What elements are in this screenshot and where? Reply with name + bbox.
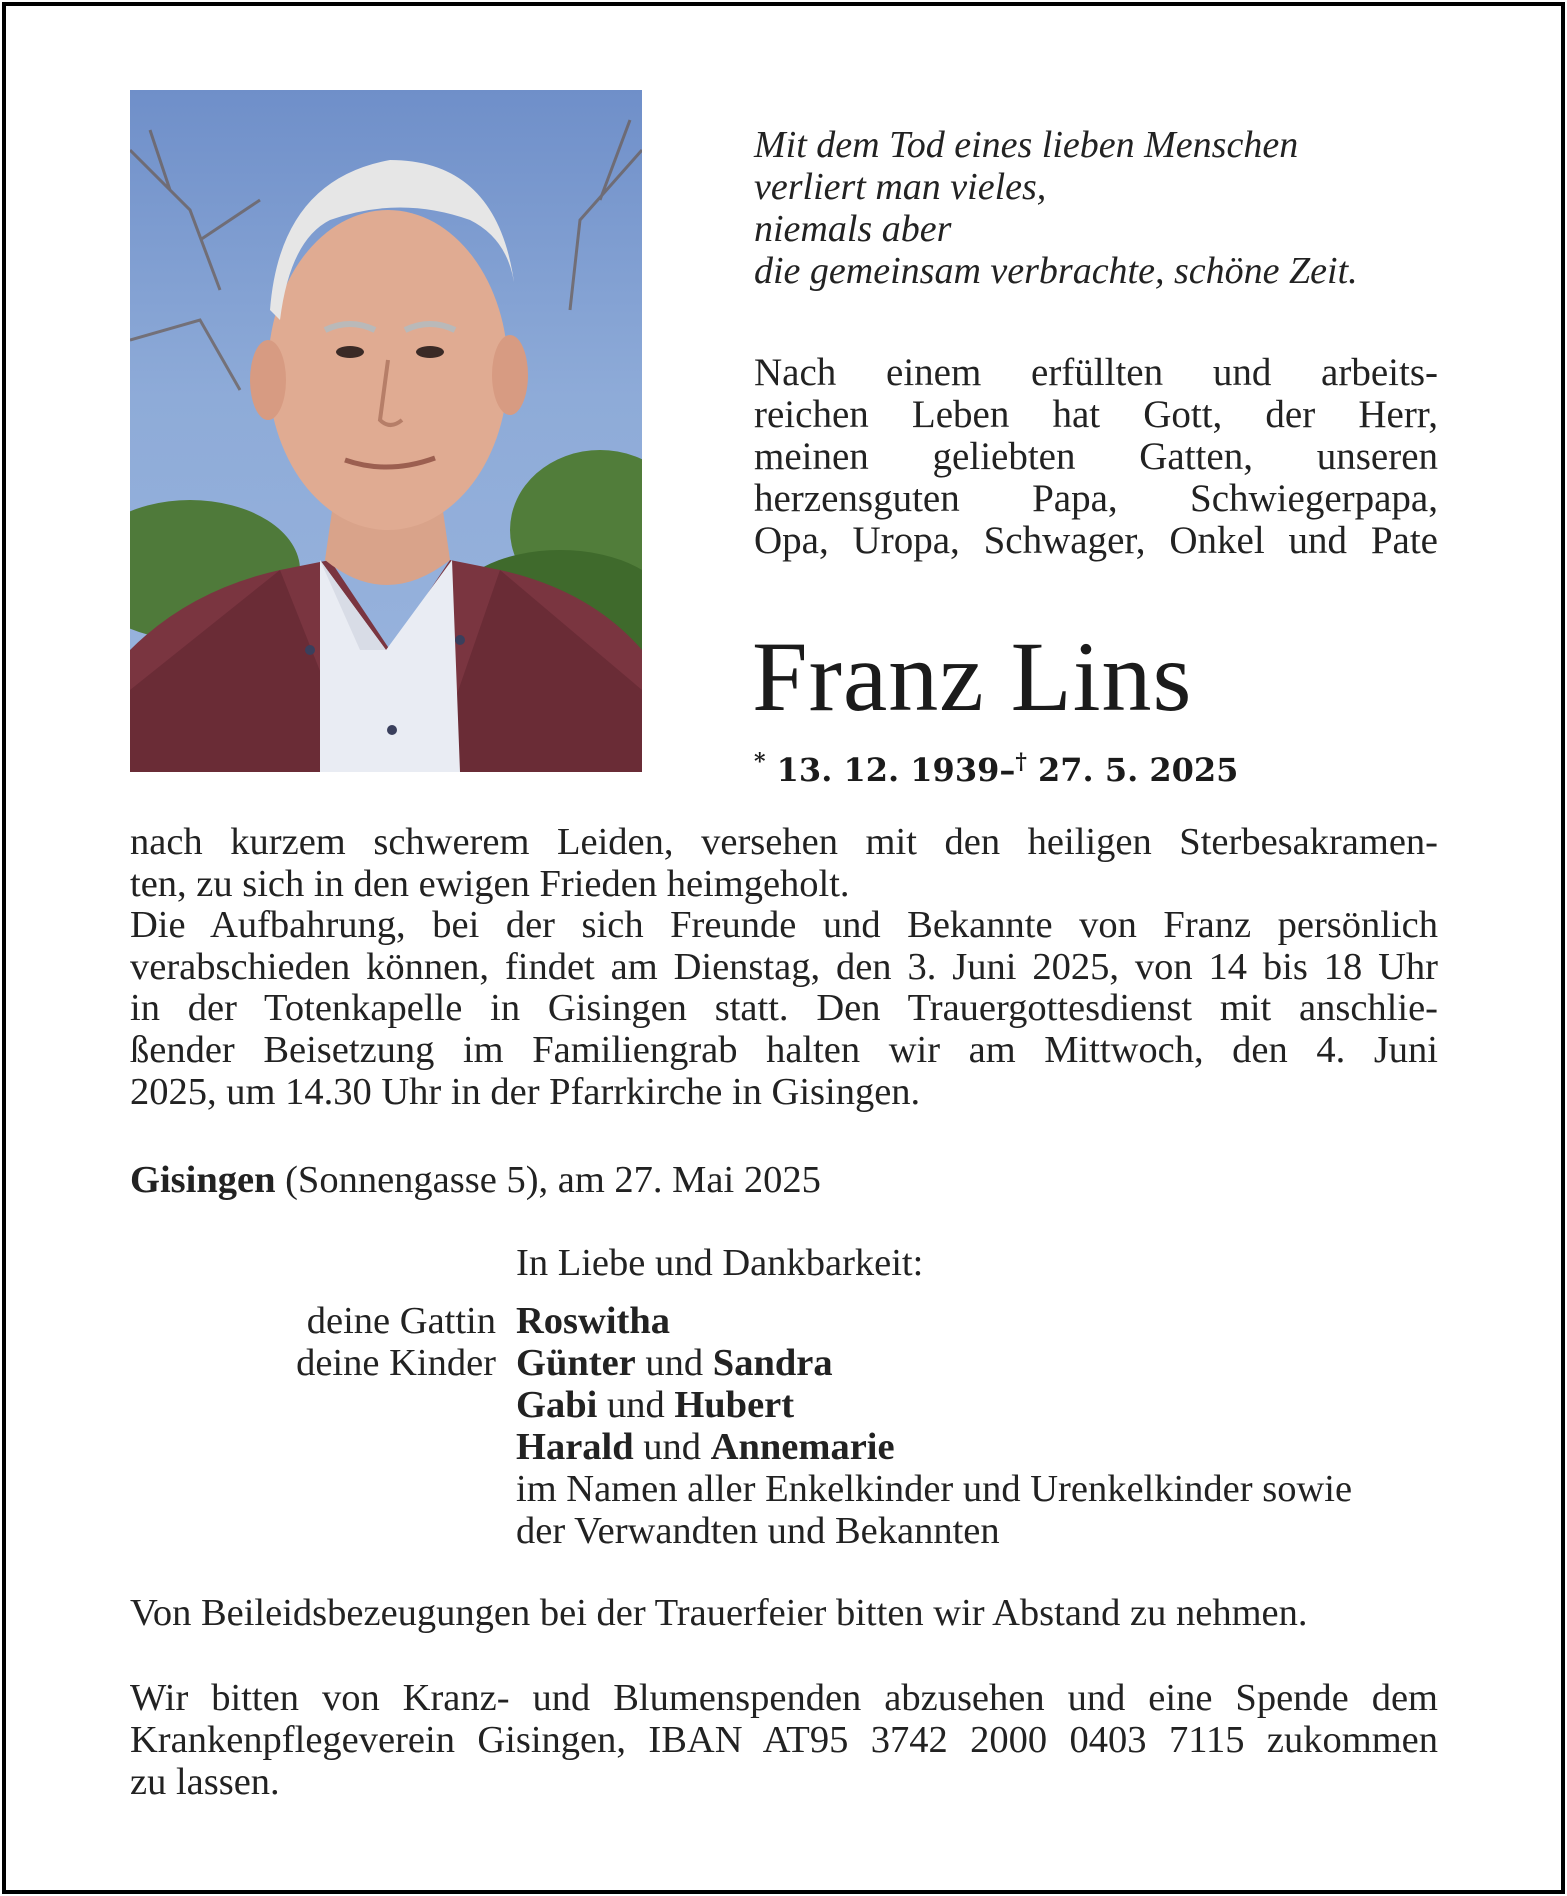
death-date: 27. 5. 2025 <box>1038 751 1239 789</box>
spouse-label: deine Gattin <box>306 1300 496 1342</box>
and-word: und <box>606 1384 665 1426</box>
death-symbol: † <box>1015 749 1027 775</box>
partner-name: Sandra <box>712 1342 833 1384</box>
mourners-footer-line: der Verwandten und Bekannten <box>516 1510 1000 1552</box>
intro-line: herzensguten Papa, Schwiegerpapa, <box>754 478 1438 520</box>
donation-line: Wir bitten von Kranz- und Blumenspenden abzusehen und eine Spende dem <box>130 1677 1438 1719</box>
place-town: Gisingen <box>130 1159 276 1201</box>
partner-name: Hubert <box>674 1384 795 1426</box>
intro-line: Opa, Uropa, Schwager, Onkel und Pate <box>754 520 1438 562</box>
body-line: nach kurzem schwerem Leiden, versehen mit den heiligen Sterbesakramen- <box>130 822 1438 863</box>
body-line: verabschieden können, findet am Dienstag, den 3. Juni 2025, von 14 bis 18 Uhr <box>130 946 1438 988</box>
place-date <box>130 1159 821 1201</box>
partner-name: Annemarie <box>710 1426 895 1468</box>
child-name: Günter <box>516 1342 636 1384</box>
intro-line: Nach einem erfüllten und arbeits- <box>754 352 1438 394</box>
quote-line: verliert man vieles, <box>754 166 1047 208</box>
body-line: ßender Beisetzung im Familiengrab halten wir am Mittwoch, den 4. Juni <box>130 1029 1438 1071</box>
body-line: in der Totenkapelle in Gisingen statt. Den Trauergottesdienst mit anschlie- <box>130 988 1438 1030</box>
portrait-photo <box>130 90 642 772</box>
quote-line: die gemeinsam verbrachte, schöne Zeit. <box>754 250 1358 292</box>
body-line: 2025, um 14.30 Uhr in der Pfarrkirche in Gisingen. <box>130 1071 921 1113</box>
deceased-name: Franz Lins <box>752 621 1193 732</box>
donation-line: zu lassen. <box>130 1761 280 1803</box>
intro-paragraph <box>754 352 1438 562</box>
intro-line: meinen geliebten Gatten, unseren <box>754 436 1438 478</box>
donation-note <box>130 1677 1438 1803</box>
children-label: deine Kinder <box>296 1342 496 1384</box>
condolence-note <box>130 1592 1438 1634</box>
child-name: Gabi <box>516 1384 598 1426</box>
quote-line: niemals aber <box>754 208 952 250</box>
mourners-footer-line: im Namen aller Enkelkinder und Urenkelkinder sowie <box>516 1468 1353 1510</box>
body-line: Die Aufbahrung, bei der sich Freunde und Bekannte von Franz persönlich <box>130 905 1438 947</box>
place-rest: (Sonnengasse 5), am 27. Mai 2025 <box>275 1159 821 1201</box>
child-pair <box>516 1426 895 1468</box>
body-line: ten, zu sich in den ewigen Frieden heimgeholt. <box>130 863 850 905</box>
birth-symbol: * <box>754 749 766 775</box>
portrait-illustration <box>130 90 642 772</box>
child-pair <box>516 1342 833 1384</box>
child-pair <box>516 1384 794 1426</box>
intro-line: reichen Leben hat Gott, der Herr, <box>754 394 1438 436</box>
life-dates <box>754 742 1238 790</box>
donation-line: Krankenpflegeverein Gisingen, IBAN AT95 3742 2000 0403 7115 zukommen <box>130 1719 1438 1761</box>
child-name: Harald <box>516 1426 634 1468</box>
quote-line: Mit dem Tod eines lieben Menschen <box>754 124 1299 166</box>
spouse-name <box>516 1300 670 1342</box>
mourners-intro: In Liebe und Dankbarkeit: <box>516 1242 924 1284</box>
announcement-body <box>130 822 1438 1113</box>
condolence-line: Von Beileidsbezeugungen bei der Trauerfeier bitten wir Abstand zu nehmen. <box>130 1592 1308 1634</box>
and-word: und <box>645 1342 704 1384</box>
spouse-name-text: Roswitha <box>516 1300 671 1342</box>
memorial-quote <box>754 124 1454 292</box>
and-word: und <box>643 1426 702 1468</box>
date-separator: – <box>999 751 1016 789</box>
birth-date: 13. 12. 1939 <box>776 751 1000 789</box>
